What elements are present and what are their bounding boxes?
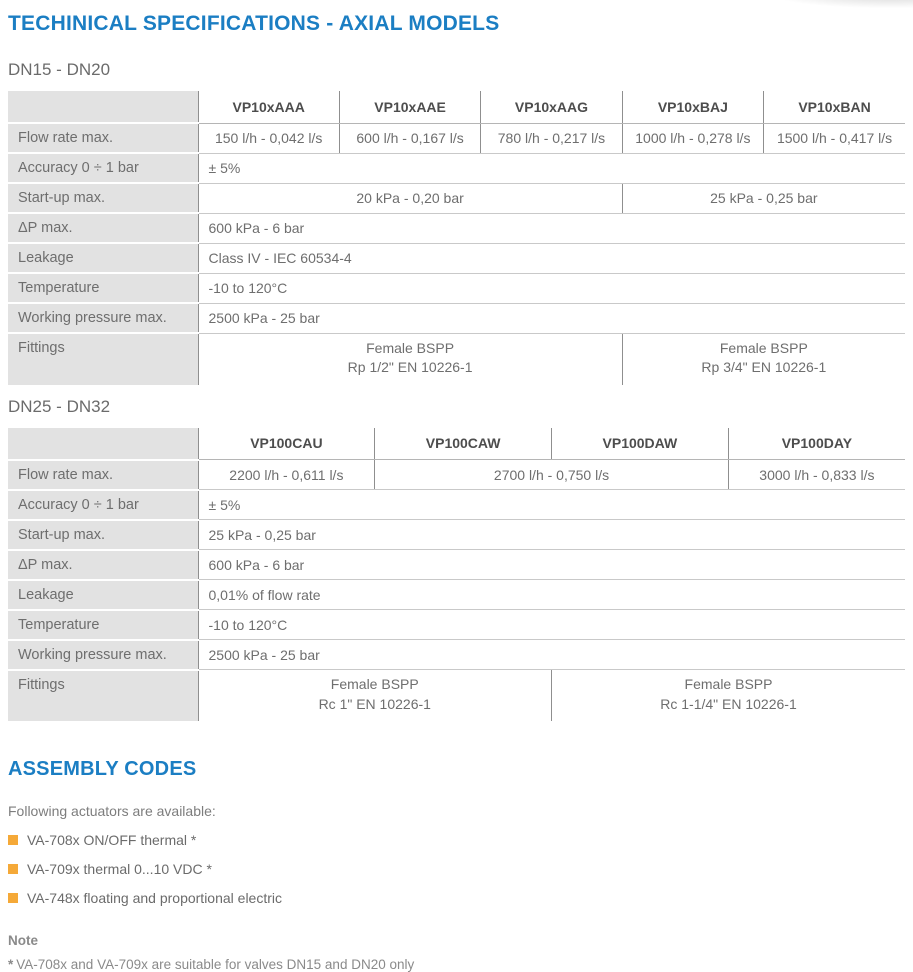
spec-value-cell: Female BSPP Rp 1/2" EN 10226-1	[347, 339, 473, 376]
spec-row	[8, 273, 905, 303]
model-header-cell: VP10xAAG	[481, 91, 622, 123]
note-heading: Note	[8, 933, 38, 949]
spec-value-cell: 600 kPa - 6 bar	[198, 213, 905, 243]
note-asterisk: *	[8, 957, 14, 972]
note-text: VA-708x and VA-709x are suitable for valves DN15 and DN20 only	[16, 957, 415, 972]
spec-table-dn25-dn32	[8, 428, 905, 722]
model-header-cell: VP100CAU	[198, 428, 375, 460]
section-label-dn15-dn20: DN15 - DN20	[8, 60, 111, 79]
spec-row	[8, 183, 905, 213]
spec-value-cell: 1500 l/h - 0,417 l/s	[764, 123, 905, 153]
spec-row	[8, 550, 905, 580]
list-item	[8, 860, 905, 877]
model-header-cell: VP10xAAA	[198, 91, 339, 123]
actuator-item-label: VA-748x floating and proportional electric	[27, 889, 283, 906]
spec-row	[8, 333, 905, 385]
spec-value-cell: 150 l/h - 0,042 l/s	[198, 123, 339, 153]
spec-value-cell: ± 5%	[198, 490, 905, 520]
row-label-cell: Working pressure max.	[8, 640, 198, 670]
page-title: TECHINICAL SPECIFICATIONS - AXIAL MODELS	[8, 12, 500, 35]
spec-value-cell: 2700 l/h - 0,750 l/s	[375, 460, 729, 490]
spec-value-cell: -10 to 120°C	[198, 273, 905, 303]
spec-row	[8, 670, 905, 722]
spec-row	[8, 520, 905, 550]
row-label-cell: Flow rate max.	[8, 460, 198, 490]
spec-row	[8, 303, 905, 333]
model-header-row	[8, 428, 905, 460]
model-header-row	[8, 91, 905, 123]
model-header-cell: VP10xAAE	[339, 91, 480, 123]
spec-value-cell: 2500 kPa - 25 bar	[198, 640, 905, 670]
corner-cell	[8, 91, 198, 123]
row-label-cell: Leakage	[8, 243, 198, 273]
row-label-cell: Temperature	[8, 273, 198, 303]
actuator-item-label: VA-708x ON/OFF thermal *	[27, 831, 197, 848]
corner-cell	[8, 428, 198, 460]
spec-value-cell: 0,01% of flow rate	[198, 580, 905, 610]
list-item	[8, 831, 905, 848]
spec-value-cell: 2200 l/h - 0,611 l/s	[198, 460, 375, 490]
note-text-line	[8, 957, 905, 972]
spec-value-cell: Female BSPP Rc 1-1/4" EN 10226-1	[552, 670, 906, 722]
spec-table-dn15-dn20	[8, 91, 905, 385]
spec-row	[8, 460, 905, 490]
spec-row	[8, 490, 905, 520]
model-header-cell: VP100DAW	[552, 428, 729, 460]
assembly-intro-text: Following actuators are available:	[8, 803, 216, 820]
section-label-dn25-dn32: DN25 - DN32	[8, 396, 111, 416]
row-label-cell: Flow rate max.	[8, 123, 198, 153]
row-label-cell: Start-up max.	[8, 520, 198, 550]
spec-value-cell: -10 to 120°C	[198, 610, 905, 640]
model-header-cell: VP10xBAN	[764, 91, 905, 123]
spec-row	[8, 610, 905, 640]
spec-value-cell: 25 kPa - 0,25 bar	[622, 183, 905, 213]
row-label-cell: Accuracy 0 ÷ 1 bar	[8, 153, 198, 183]
spec-row	[8, 123, 905, 153]
row-label-cell: Leakage	[8, 580, 198, 610]
spec-value-cell: Female BSPP Rp 3/4" EN 10226-1	[622, 333, 905, 385]
actuator-list	[8, 831, 905, 906]
spec-row	[8, 640, 905, 670]
spec-value-cell: 780 l/h - 0,217 l/s	[481, 123, 622, 153]
spec-value-cell: 1000 l/h - 0,278 l/s	[622, 123, 763, 153]
model-header-cell: VP10xBAJ	[622, 91, 763, 123]
row-label-cell: Fittings	[8, 333, 198, 385]
row-label-cell: ΔP max.	[8, 213, 198, 243]
bullet-square-icon	[8, 835, 18, 845]
row-label-cell: ΔP max.	[8, 550, 198, 580]
spec-value-cell: 20 kPa - 0,20 bar	[198, 183, 622, 213]
bullet-square-icon	[8, 864, 18, 874]
spec-value-cell: 25 kPa - 0,25 bar	[198, 520, 905, 550]
spec-value-cell: 600 kPa - 6 bar	[198, 550, 905, 580]
spec-value-cell: Female BSPP Rc 1" EN 10226-1	[318, 676, 431, 712]
assembly-codes-title: ASSEMBLY CODES	[8, 758, 197, 781]
model-header-cell: VP100CAW	[375, 428, 552, 460]
row-label-cell: Temperature	[8, 610, 198, 640]
spec-value-cell: 600 l/h - 0,167 l/s	[339, 123, 480, 153]
list-item	[8, 889, 905, 906]
model-header-cell: VP100DAY	[728, 428, 905, 460]
spec-row	[8, 153, 905, 183]
bullet-square-icon	[8, 893, 18, 903]
spec-row	[8, 580, 905, 610]
spec-row	[8, 213, 905, 243]
spec-value-cell: ± 5%	[198, 153, 905, 183]
row-label-cell: Fittings	[8, 670, 198, 722]
spec-value-cell: 2500 kPa - 25 bar	[198, 303, 905, 333]
row-label-cell: Start-up max.	[8, 183, 198, 213]
spec-row	[8, 243, 905, 273]
actuator-item-label: VA-709x thermal 0...10 VDC *	[27, 860, 212, 877]
spec-value-cell: Class IV - IEC 60534-4	[198, 243, 905, 273]
row-label-cell: Accuracy 0 ÷ 1 bar	[8, 490, 198, 520]
row-label-cell: Working pressure max.	[8, 303, 198, 333]
spec-value-cell: 3000 l/h - 0,833 l/s	[728, 460, 905, 490]
